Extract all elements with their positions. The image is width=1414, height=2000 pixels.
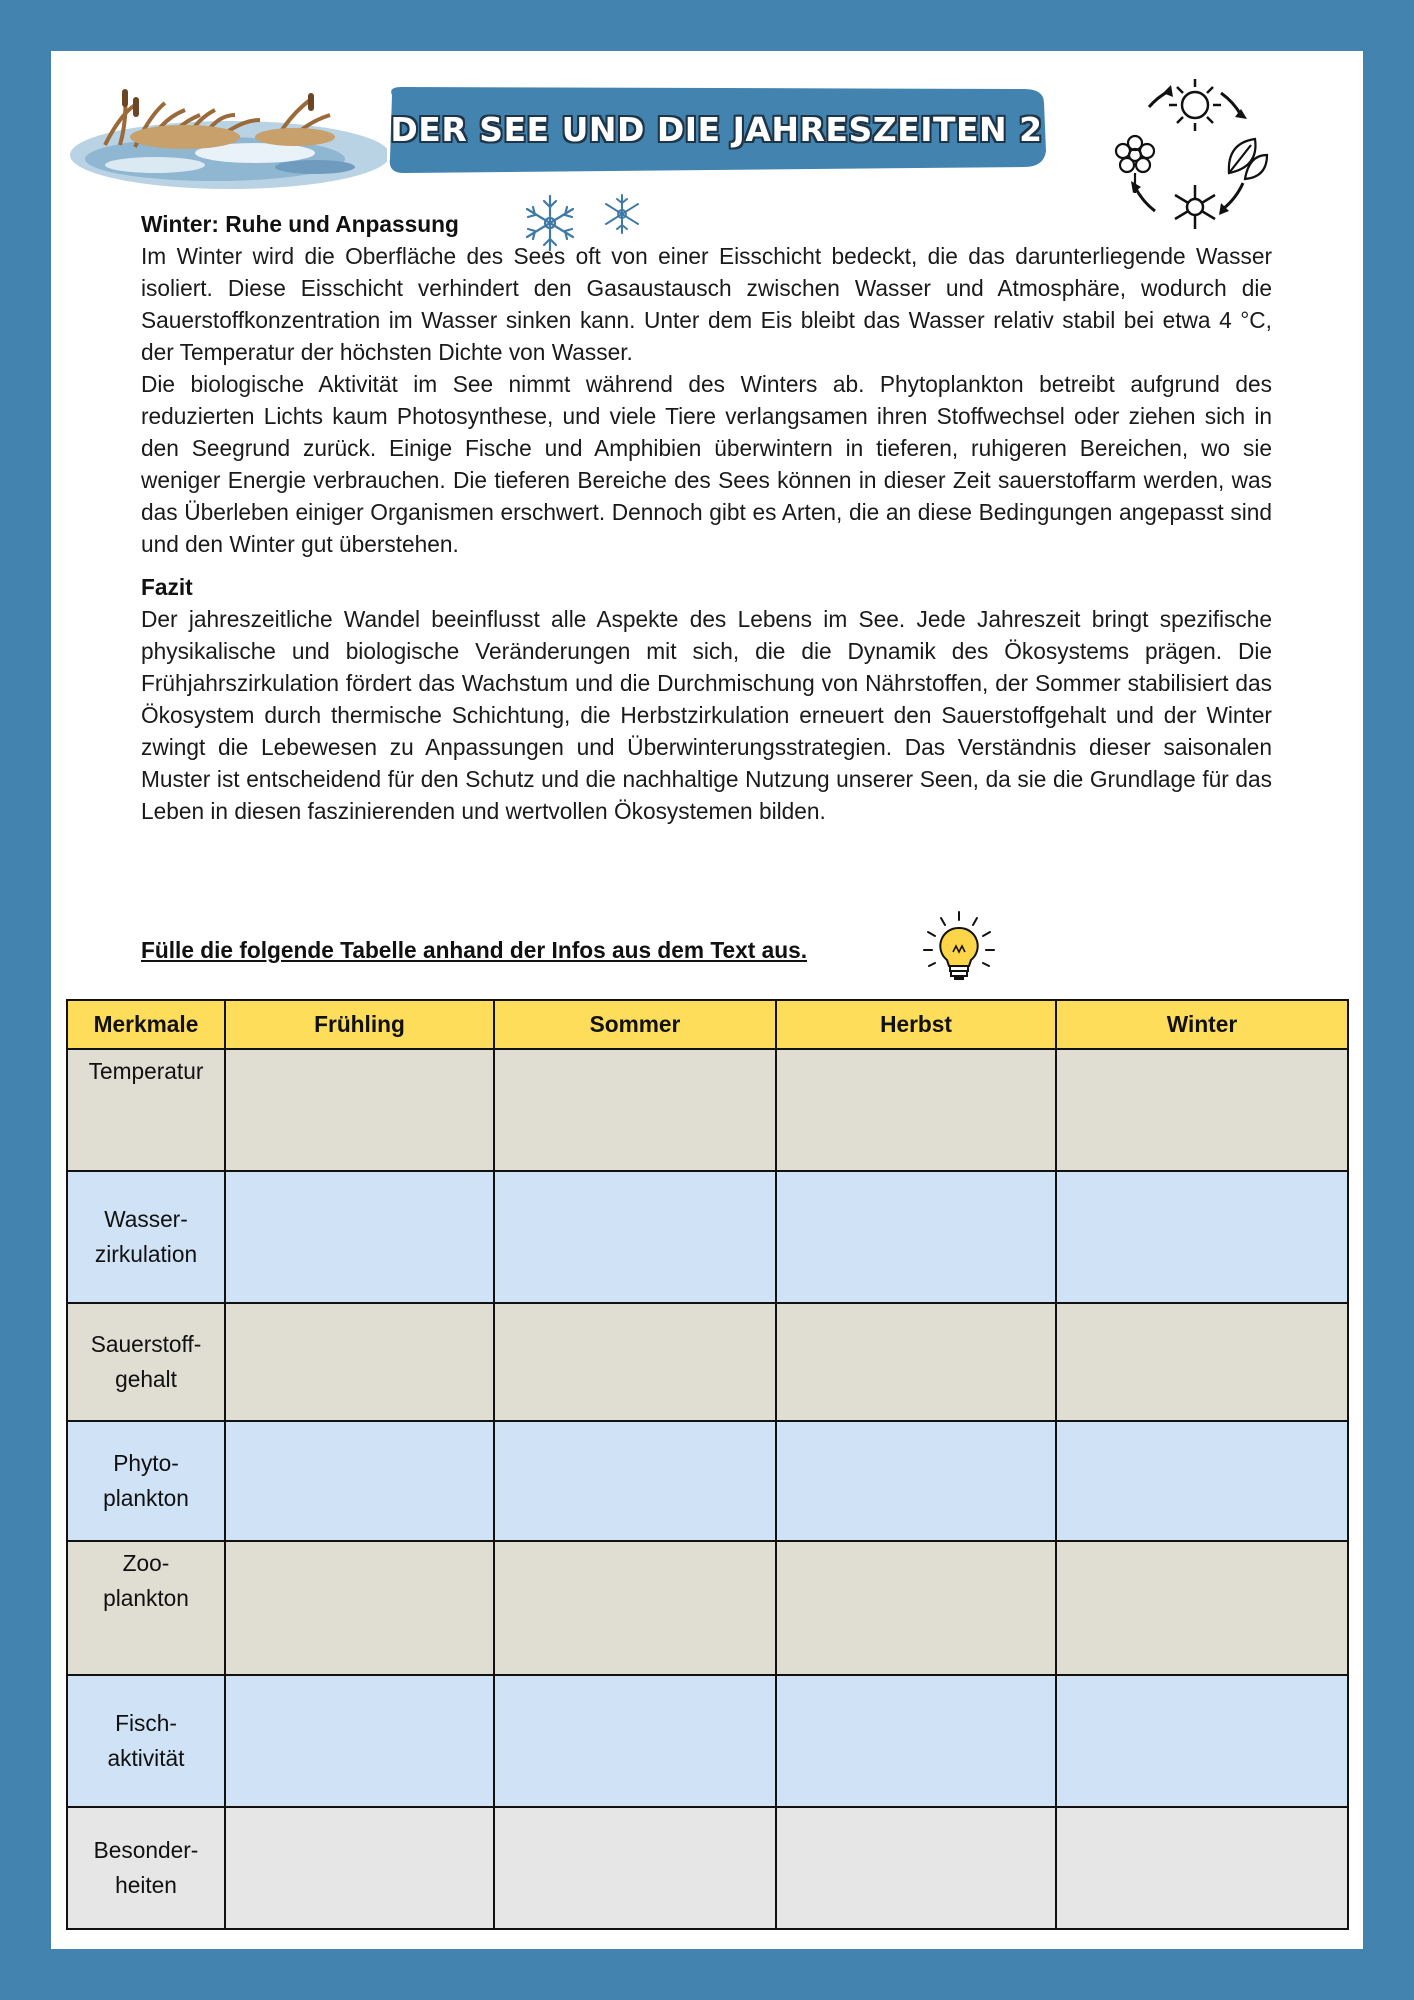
header-fruehling: Frühling <box>225 1000 494 1049</box>
row-label: Phyto- plankton <box>67 1421 225 1541</box>
answer-cell[interactable] <box>494 1675 776 1807</box>
answer-cell[interactable] <box>776 1541 1056 1675</box>
answer-cell[interactable] <box>776 1807 1056 1929</box>
row-label: Temperatur <box>67 1049 225 1171</box>
table-row <box>67 1171 1348 1303</box>
winter-heading: Winter: Ruhe und Anpassung <box>141 211 459 237</box>
header-sommer: Sommer <box>494 1000 776 1049</box>
winter-paragraph-2: Die biologische Aktivität im See nimmt während des Winters ab. Phytoplankton betreibt aufgrund des reduzierten Lichts kaum Photosynthese, und viele Tiere verlangsamen ihren Stoffwechsel oder ziehen sich in den Seegrund zurück. Einige Fische und Amphibien überwintern in tieferen, ruhigeren Bereichen, wo sie weniger Energie verbrauchen. Die tieferen Bereiche des Sees können in dieser Zeit sauerstoffarm werden, was das Überleben einiger Organismen erschwert. Dennoch gibt es Arten, die an diese Bedingungen angepasst sind und den Winter gut überstehen. <box>141 371 1272 557</box>
header-winter: Winter <box>1056 1000 1348 1049</box>
answer-cell[interactable] <box>1056 1807 1348 1929</box>
row-label: Sauerstoff- gehalt <box>67 1303 225 1421</box>
table-row <box>67 1049 1348 1171</box>
header-merkmale: Merkmale <box>67 1000 225 1049</box>
text-content <box>141 208 1272 827</box>
answer-cell[interactable] <box>1056 1171 1348 1303</box>
answer-cell[interactable] <box>1056 1049 1348 1171</box>
season-table <box>66 999 1349 1930</box>
answer-cell[interactable] <box>776 1675 1056 1807</box>
table-row <box>67 1675 1348 1807</box>
row-label: Wasser- zirkulation <box>67 1171 225 1303</box>
answer-cell[interactable] <box>225 1049 494 1171</box>
answer-cell[interactable] <box>1056 1541 1348 1675</box>
winter-paragraph-1: Im Winter wird die Oberfläche des Sees oft von einer Eisschicht bedeckt, die das darunterliegende Wasser isoliert. Diese Eisschicht verhindert den Gasaustausch zwischen Wasser und Atmosphäre, wodurch die Sauerstoffkonzentration im Wasser sinken kann. Unter dem Eis bleibt das Wasser relativ stabil bei etwa 4 °C, der Temperatur der höchsten Dichte von Wasser. <box>141 243 1272 365</box>
row-label: Besonder- heiten <box>67 1807 225 1929</box>
row-label: Zoo- plankton <box>67 1541 225 1675</box>
answer-cell[interactable] <box>776 1303 1056 1421</box>
answer-cell[interactable] <box>776 1049 1056 1171</box>
answer-cell[interactable] <box>776 1421 1056 1541</box>
worksheet-page <box>51 51 1363 1949</box>
table-row <box>67 1421 1348 1541</box>
table-row <box>67 1541 1348 1675</box>
header-herbst: Herbst <box>776 1000 1056 1049</box>
answer-cell[interactable] <box>225 1303 494 1421</box>
answer-cell[interactable] <box>1056 1303 1348 1421</box>
answer-cell[interactable] <box>225 1807 494 1929</box>
answer-cell[interactable] <box>494 1541 776 1675</box>
answer-cell[interactable] <box>494 1303 776 1421</box>
row-label: Fisch- aktivität <box>67 1675 225 1807</box>
table-row <box>67 1303 1348 1421</box>
answer-cell[interactable] <box>225 1541 494 1675</box>
answer-cell[interactable] <box>494 1049 776 1171</box>
answer-cell[interactable] <box>494 1171 776 1303</box>
lightbulb-icon <box>919 908 999 988</box>
answer-cell[interactable] <box>776 1171 1056 1303</box>
table-instruction: Fülle die folgende Tabelle anhand der Infos aus dem Text aus. <box>141 937 808 963</box>
table-row <box>67 1807 1348 1929</box>
answer-cell[interactable] <box>225 1675 494 1807</box>
answer-cell[interactable] <box>494 1421 776 1541</box>
answer-cell[interactable] <box>225 1421 494 1541</box>
fazit-heading: Fazit <box>141 574 193 600</box>
answer-cell[interactable] <box>1056 1675 1348 1807</box>
fazit-paragraph: Der jahreszeitliche Wandel beeinflusst alle Aspekte des Lebens im See. Jede Jahreszeit bringt spezifische physikalische und biologische Veränderungen mit sich, die die Dynamik des Ökosystems prägen. Die Frühjahrszirkulation fördert das Wachstum und die Durchmischung von Nährstoffen, der Sommer stabilisiert das Ökosystem durch thermische Schichtung, die Herbstzirkulation erneuert den Sauerstoffgehalt und der Winter zwingt die Lebewesen zu Anpassungen und Überwinterungsstrategien. Das Verständnis dieser saisonalen Muster ist entscheidend für den Schutz und die nachhaltige Nutzung unserer Seen, da sie die Grundlage für das Leben in diesen faszinierenden und wertvollen Ökosystemen bilden. <box>141 606 1272 824</box>
answer-cell[interactable] <box>1056 1421 1348 1541</box>
page-title: DER SEE UND DIE JAHRESZEITEN 2 <box>390 109 1043 149</box>
frozen-lake-icon <box>65 75 387 199</box>
answer-cell[interactable] <box>494 1807 776 1929</box>
answer-cell[interactable] <box>225 1171 494 1303</box>
